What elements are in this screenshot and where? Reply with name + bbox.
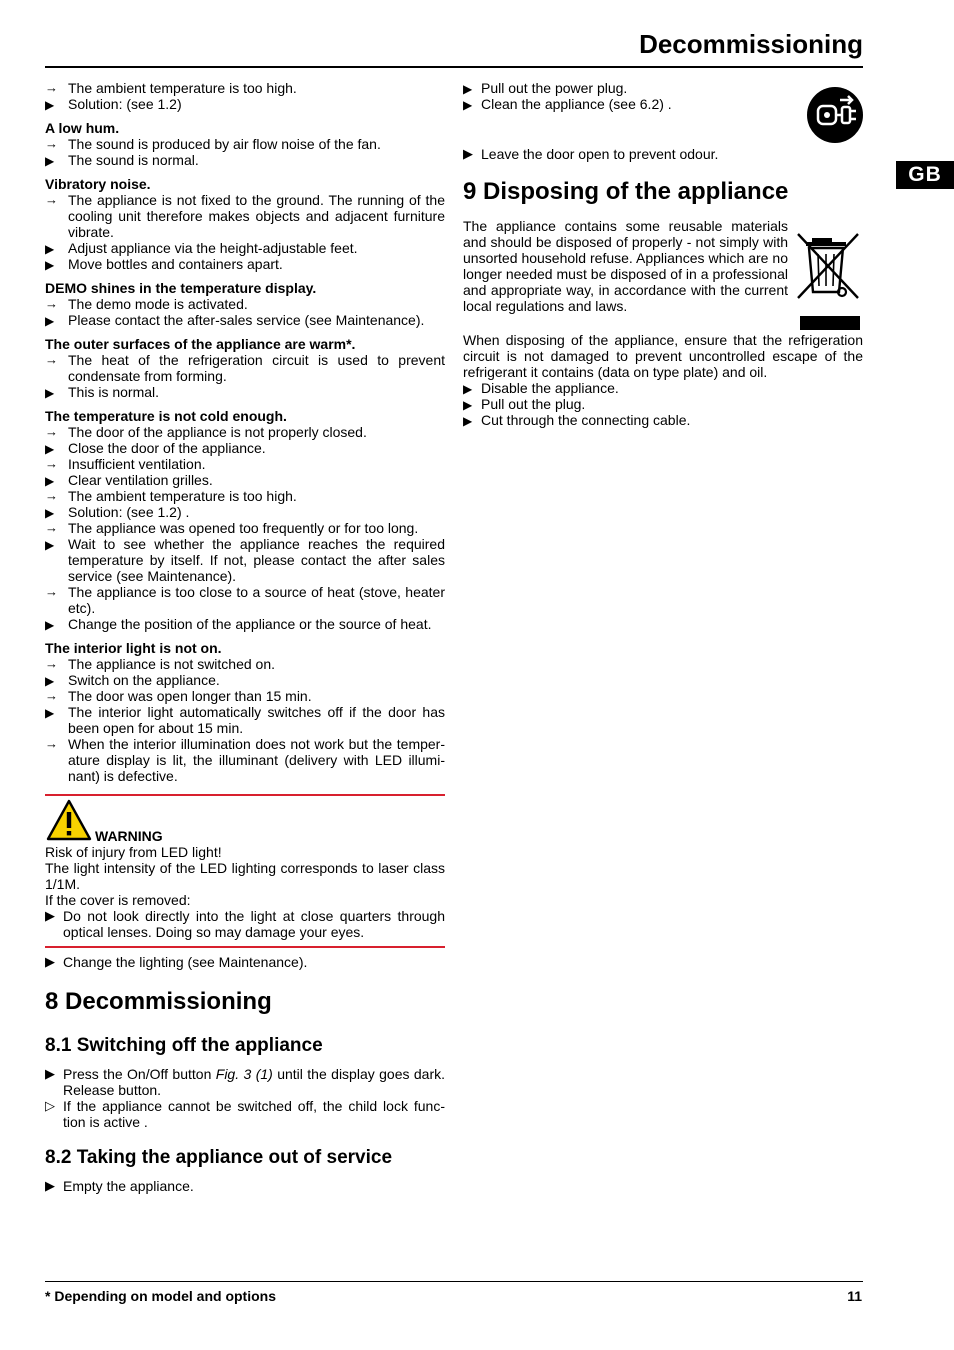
bullet-marker: ▶	[45, 618, 55, 632]
list-item	[45, 616, 445, 632]
arrow-marker: →	[45, 296, 58, 311]
warm-heading: The outer surfaces of the appliance are warm*.	[45, 336, 356, 352]
list-item-text: Solution: (see 1.2)	[68, 96, 182, 112]
section-9-title: 9 Disposing of the appliance	[463, 178, 789, 205]
list-item	[45, 80, 445, 96]
warm-list	[45, 352, 445, 400]
arrow-marker: →	[45, 488, 58, 503]
list-item-text: Clear ventilation grilles.	[68, 472, 213, 488]
list-item-text: The demo mode is activated.	[68, 296, 248, 312]
left-column	[45, 80, 445, 1194]
section-9-para-1: The appliance contains some reusable materials and should be disposed of properly - not simply with unsorted household refuse. Appliances which are no longer needed must be disposed of in a professional and appropriate way, in accordance with the current local regulations and laws.	[463, 218, 788, 314]
list-item-text: Solution: (see 1.2) .	[68, 504, 190, 520]
list-item	[463, 412, 863, 428]
list-item-text: When the interior illumination does not work but the temper-ature display is lit, the illuminant (delivery with LED illumi-nant) is defective.	[68, 736, 445, 784]
list-item	[45, 736, 445, 784]
list-item	[45, 456, 445, 472]
footer-rule	[45, 1281, 863, 1282]
right-top-list	[463, 80, 793, 112]
list-item	[45, 440, 445, 456]
note-marker: ▷	[45, 1098, 55, 1113]
list-item	[45, 504, 445, 520]
warning-box	[45, 796, 445, 940]
list-item	[45, 688, 445, 704]
bullet-marker: ▶	[463, 98, 473, 112]
arrow-marker: →	[45, 352, 58, 367]
list-item	[463, 380, 863, 396]
list-item	[45, 384, 445, 400]
bullet-marker: ▶	[45, 154, 55, 168]
troubleshoot-block	[45, 80, 445, 112]
list-item-text: Disable the appliance.	[481, 380, 619, 396]
list-item-text: Adjust appliance via the height-adjustable feet.	[68, 240, 358, 256]
section-8-title: 8 Decommissioning	[45, 988, 272, 1015]
section-8-1-title: 8.1 Switching off the appliance	[45, 1035, 323, 1056]
list-item-text: The appliance is not switched on.	[68, 656, 276, 672]
list-item	[45, 424, 445, 440]
arrow-marker: →	[45, 520, 58, 535]
warning-line-3: If the cover is removed:	[45, 892, 191, 908]
page-number: 11	[847, 1288, 862, 1304]
bullet-marker: ▶	[45, 1066, 55, 1081]
s81-figure-ref: Fig. 3 (1)	[215, 1066, 273, 1082]
list-item-text: The heat of the refrigeration circuit is used to prevent condensate from forming.	[68, 352, 445, 384]
bullet-marker: ▶	[45, 258, 55, 272]
list-item	[45, 704, 445, 736]
warning-bottom-rule	[45, 946, 445, 948]
list-item-text: The appliance was opened too frequently or for too long.	[68, 520, 419, 536]
section-9-list	[463, 380, 863, 428]
arrow-marker: →	[45, 656, 58, 671]
list-item	[45, 488, 445, 504]
s81-note: If the appliance cannot be switched off, the child lock func-tion is active .	[63, 1098, 445, 1130]
bullet-marker: ▶	[45, 386, 55, 400]
unplug-icon	[806, 86, 864, 147]
bullet-marker: ▶	[463, 398, 473, 412]
low-hum-list	[45, 136, 445, 168]
bullet-marker: ▶	[45, 674, 55, 688]
section-8-2-title: 8.2 Taking the appliance out of service	[45, 1147, 393, 1168]
weee-bin-icon	[796, 230, 864, 335]
warning-item: Do not look directly into the light at close quarters through optical lenses. Doing so may damage your eyes.	[63, 908, 445, 940]
list-item-text: The appliance is not fixed to the ground. The running of the cooling unit therefore makes objects and adjacent furniture vibrate.	[68, 192, 445, 240]
bullet-marker: ▶	[463, 146, 473, 161]
list-item-text: The door was open longer than 15 min.	[68, 688, 312, 704]
list-item-text: The sound is normal.	[68, 152, 199, 168]
warning-triangle-icon	[46, 799, 92, 841]
list-item	[45, 192, 445, 240]
list-item	[45, 656, 445, 672]
demo-heading: DEMO shines in the temperature display.	[45, 280, 317, 296]
list-item	[45, 672, 445, 688]
bullet-marker: ▶	[45, 506, 55, 520]
arrow-marker: →	[45, 736, 58, 751]
bullet-marker: ▶	[45, 98, 55, 112]
list-item-text: The interior light automatically switches off if the door has been open for about 15 min.	[68, 704, 445, 736]
bullet-marker: ▶	[45, 314, 55, 328]
list-item	[45, 256, 445, 272]
light-list	[45, 656, 445, 784]
bullet-marker: ▶	[45, 538, 55, 552]
list-item	[463, 396, 863, 412]
list-item	[45, 240, 445, 256]
bullet-marker: ▶	[45, 954, 55, 969]
list-item	[45, 352, 445, 384]
footer-note: * Depending on model and options	[45, 1288, 276, 1304]
header-rule	[45, 66, 863, 68]
list-item	[45, 472, 445, 488]
list-item-text: The ambient temperature is too high.	[68, 80, 297, 96]
list-item	[463, 80, 793, 96]
vibratory-list	[45, 192, 445, 272]
list-item	[45, 152, 445, 168]
arrow-marker: →	[45, 688, 58, 703]
bullet-marker: ▶	[45, 706, 55, 720]
list-item-text: Pull out the power plug.	[481, 80, 628, 96]
arrow-marker: →	[45, 584, 58, 599]
section-9-para-2: When disposing of the appliance, ensure that the refrigeration circuit is not damaged to prevent uncontrolled escape of the refrigerant it contains (data on type plate) and oil.	[463, 332, 863, 380]
list-item	[45, 584, 445, 616]
vibratory-heading: Vibratory noise.	[45, 176, 151, 192]
list-item	[45, 536, 445, 584]
list-item-text: Cut through the connecting cable.	[481, 412, 691, 428]
arrow-marker: →	[45, 136, 58, 151]
list-item-text: Change the position of the appliance or the source of heat.	[68, 616, 432, 632]
light-heading: The interior light is not on.	[45, 640, 222, 656]
list-item	[45, 136, 445, 152]
list-item-text: The appliance is too close to a source of heat (stove, heater etc).	[68, 584, 445, 616]
list-item	[463, 96, 793, 112]
list-item-text: The door of the appliance is not properly closed.	[68, 424, 367, 440]
s82-item: Empty the appliance.	[63, 1178, 194, 1194]
bullet-marker: ▶	[463, 82, 473, 96]
list-item-text: Move bottles and containers apart.	[68, 256, 283, 272]
list-item-text: The sound is produced by air flow noise of the fan.	[68, 136, 381, 152]
list-item-text: Switch on the appliance.	[68, 672, 220, 688]
list-item	[45, 96, 445, 112]
arrow-marker: →	[45, 424, 58, 439]
list-item-text: Wait to see whether the appliance reaches the required temperature by itself. If not, please contact the after sales service (see Maintenance).	[68, 536, 445, 584]
list-item-text: Clean the appliance (see 6.2) .	[481, 96, 672, 112]
not-cold-heading: The temperature is not cold enough.	[45, 408, 287, 424]
s81-item-post: until the display goes dark. Release button.	[63, 1066, 446, 1098]
bullet-marker: ▶	[45, 1178, 55, 1193]
arrow-marker: →	[45, 80, 58, 95]
list-item	[45, 520, 445, 536]
list-item-text: Close the door of the appliance.	[68, 440, 266, 456]
warning-label: WARNING	[95, 828, 163, 844]
list-item	[45, 296, 445, 312]
leave-door-item: Leave the door open to prevent odour.	[481, 146, 719, 162]
warning-line-1: Risk of injury from LED light!	[45, 844, 222, 860]
bullet-marker: ▶	[45, 474, 55, 488]
bullet-marker: ▶	[463, 382, 473, 396]
bullet-marker: ▶	[45, 908, 55, 923]
demo-list	[45, 296, 445, 328]
list-item-text: This is normal.	[68, 384, 160, 400]
s81-item-pre: Press the On/Off button	[63, 1066, 216, 1082]
page-title: Decommissioning	[639, 29, 863, 59]
arrow-marker: →	[45, 192, 58, 207]
warning-line-2: The light intensity of the LED lighting corresponds to laser class 1/1M.	[45, 860, 445, 892]
list-item-text: Insufficient ventilation.	[68, 456, 206, 472]
list-item-text: Pull out the plug.	[481, 396, 586, 412]
list-item	[45, 312, 445, 328]
change-lighting-item: Change the lighting (see Maintenance).	[63, 954, 308, 970]
bullet-marker: ▶	[463, 414, 473, 428]
low-hum-heading: A low hum.	[45, 120, 120, 136]
bullet-marker: ▶	[45, 442, 55, 456]
not-cold-list	[45, 424, 445, 632]
list-item-text: The ambient temperature is too high.	[68, 488, 297, 504]
language-tab: GB	[896, 161, 954, 189]
arrow-marker: →	[45, 456, 58, 471]
bullet-marker: ▶	[45, 242, 55, 256]
list-item-text: Please contact the after-sales service (see Maintenance).	[68, 312, 425, 328]
